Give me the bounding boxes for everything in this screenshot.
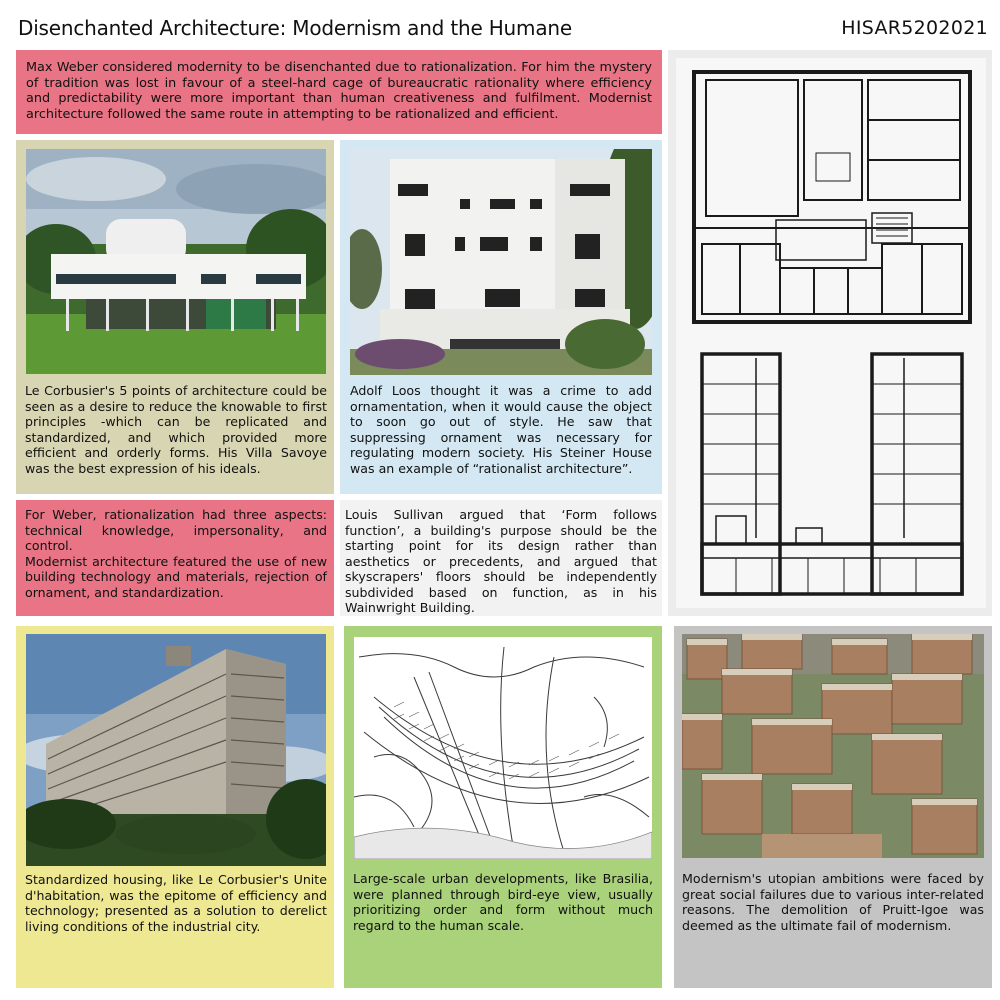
villa-savoye-text: Le Corbusier's 5 points of architecture could be seen as a desire to reduce the knowable to first principles -which can be replicated and standardized, and which provided more efficient and orderly forms. His Villa Savoye was the best expression of his ideals. [25,383,327,476]
unite-text: Standardized housing, like Le Corbusier's Unite d'habitation, was the epitome of efficiency and technology; presented as a solution to derelict living conditions of the industrial city. [25,872,327,934]
steiner-house-panel [340,140,662,494]
unite-photo [26,634,326,866]
course-code: HISAR5202021 [841,17,988,39]
intro-panel [16,50,662,134]
brasilia-map [354,637,652,859]
floor-plan-panel [668,50,992,616]
brasilia-panel [344,626,662,988]
page-title: Disenchanted Architecture: Modernism and the Humane [18,16,572,40]
weber-aspects-text-block [25,507,327,600]
weber-aspects-text: For Weber, rationalization had three aspects: technical knowledge, impersonality, and control. [25,507,327,553]
sullivan-text: Louis Sullivan argued that ‘Form follows function’, a building's purpose should be the starting point for its design rather than aesthetics or precedents, and argued that skyscrapers' floors should be independently subdivided based on function, as in his Wainwright Building. [345,507,657,615]
intro-text: Max Weber considered modernity to be disenchanted due to rationalization. For him the mystery of tradition was lost in favour of a steel-hard cage of bureaucratic rationality where efficiency and predictability were more important than human creativeness and fulfilment. Modernist architecture followed the same route in attempting to be rationalized and efficient. [26,60,652,122]
steiner-house-photo [350,149,652,375]
pruitt-igoe-panel [674,626,992,988]
floor-plan-drawing [676,58,986,608]
unite-panel [16,626,334,988]
villa-savoye-panel [16,140,334,494]
steiner-house-text: Adolf Loos thought it was a crime to add ornamentation, when it would cause the object to soon go out of style. He saw that suppressing ornament was necessary for regulating modern society. His Steiner House was an example of “rationalist architecture”. [350,383,652,476]
pruitt-igoe-photo [682,634,984,858]
sullivan-panel [340,500,662,616]
pruitt-igoe-text: Modernism's utopian ambitions were faced by great social failures due to various inter-related reasons. The demolition of Pruitt-Igoe was deemed as the ultimate fail of modernism. [682,871,984,933]
brasilia-text: Large-scale urban developments, like Brasilia, were planned through bird-eye view, usually prioritizing order and form without much regard to the human scale. [353,871,653,933]
villa-savoye-photo [26,149,326,374]
weber-aspects-panel [16,500,334,616]
modernist-features-text: Modernist architecture featured the use of new building technology and materials, rejection of ornament, and standardization. [25,553,327,600]
